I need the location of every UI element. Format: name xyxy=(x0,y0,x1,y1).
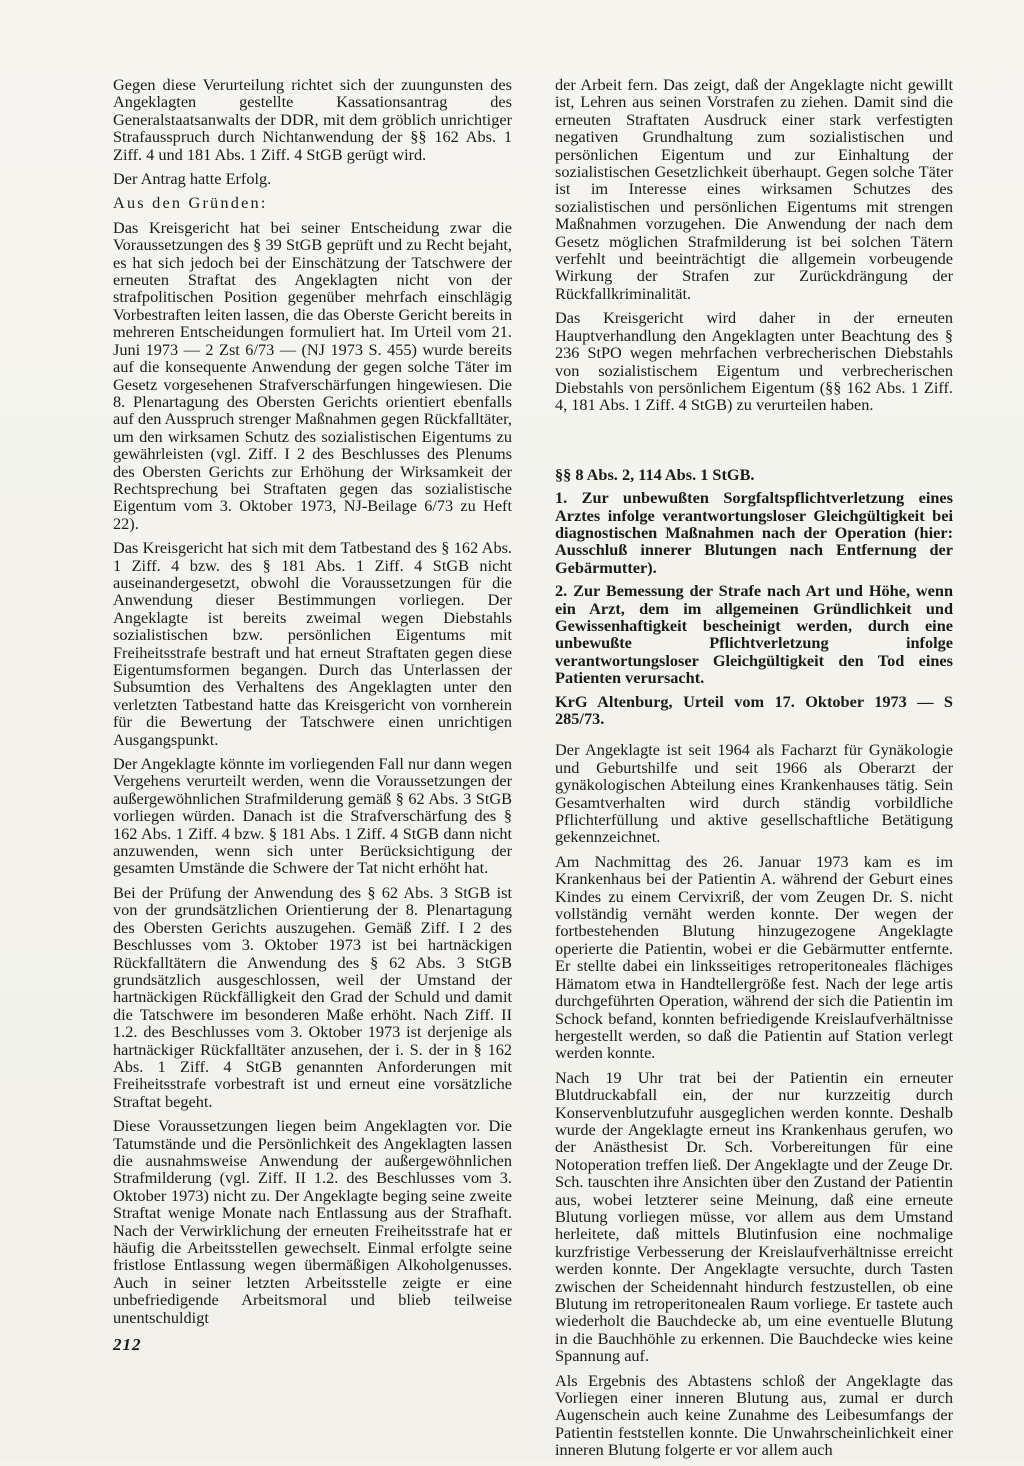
paragraph: Der Angeklagte ist seit 1964 als Facharzt für Gynäkologie und Geburtshilfe und seit 1966 als Oberarzt der gynäkologischen Abteilung eines Krankenhauses tätig. Sein Gesamtverhalten wird durch ständig vorbildliche Pflichterfüllung und aktive gesellschaftliche Betätigung gekennzeichnet. xyxy=(555,740,953,847)
headnote-2: 2. Zur Bemessung der Strafe nach Art und Höhe, wenn ein Arzt, dem im allgemeinen Gründlichkeit und Gewissenhaftigkeit bescheinigt werden, durch eine unbewußte Pflichtverletzung infolge verantwortungsloser Gleichgültigkeit den Tod eines Patienten verursacht. xyxy=(555,581,953,688)
statute-reference: §§ 8 Abs. 2, 114 Abs. 1 StGB. xyxy=(555,464,755,484)
left-column xyxy=(113,76,512,1333)
paragraph: Als Ergebnis des Abtastens schloß der Angeklagte das Vorliegen einer inneren Blutung aus, zumal er durch Augenschein auch keine Zunahme des Leibesumfangs der Patientin feststellen konnte. Die Unwahrscheinlichkeit einer inneren Blutung folgerte er vor allem auch xyxy=(555,1370,953,1460)
right-column xyxy=(555,76,953,1466)
page-number: 212 xyxy=(113,1335,142,1354)
paragraph: Der Antrag hatte Erfolg. xyxy=(113,169,272,189)
case-headnote-block xyxy=(555,466,953,728)
paragraph: Das Kreisgericht hat bei seiner Entscheidung zwar die Voraussetzungen des § 39 StGB geprüft und zu Recht bejaht, es hat sich jedoch bei der Einschätzung der Tatschwere der erneuten Straftat des Angeklagten nicht von der strafpolitischen Position gegenüber mehrfach einschlägig Vorbestraften leiten lassen, die das Oberste Gericht bereits in mehreren Entscheidungen formuliert hat. Im Urteil vom 21. Juni 1973 — 2 Zst 6/73 — (NJ 1973 S. 455) wurde bereits auf die konsequente Anwendung der gegen solche Täter im Gesetz vorgesehenen Strafverschärfungen hingewiesen. Die 8. Plenartagung des Obersten Gerichts orientiert ebenfalls auf den Ausspruch strenger Maßnahmen gegen Rückfalltäter, um den wirksamen Schutz des sozialistischen Eigentums zu gewährleisten (vgl. Ziff. I 2 des Beschlusses des Plenums des Obersten Gerichts zur Erhöhung der Wirksamkeit der Rechtsprechung bei Straftaten gegen das sozialistische Eigentum vom 3. Oktober 1973, NJ-Beilage 6/73 zu Heft 22). xyxy=(113,217,512,533)
paragraph: Bei der Prüfung der Anwendung des § 62 Abs. 3 StGB ist von der grundsätzlichen Orientierung der 8. Plenartagung des Obersten Gerichts auszugehen. Gemäß Ziff. I 2 des Beschlusses vom 3. Oktober 1973 ist bei hartnäckigen Rückfalltätern die Anwendung des § 62 Abs. 3 StGB grundsätzlich ausgeschlossen, weil der Umstand der hartnäckigen Rückfälligkeit den Grad der Schuld und damit die Tatschwere im besonderen Maße erhöht. Nach Ziff. II 1.2. des Beschlusses vom 3. Oktober 1973 ist derjenige als hartnäckiger Rückfalltäter anzusehen, der i. S. der in § 162 Abs. 1 Ziff. 4 StGB genannten Anforderungen mit Freiheitsstrafe vorbestraft ist und erneut eine vorsätzliche Straftat begeht. xyxy=(113,882,512,1111)
paragraph: Das Kreisgericht wird daher in der erneuten Hauptverhandlung den Angeklagten unter Beachtung des § 236 StPO wegen mehrfachen verbrecherischen Diebstahls von sozialistischem Eigentum und verbrecherischen Diebstahls von persönlichem Eigentum (§§ 162 Abs. 1 Ziff. 4, 181 Abs. 1 Ziff. 4 StGB) zu verurteilen haben. xyxy=(555,308,953,415)
paragraph: Der Angeklagte könnte im vorliegenden Fall nur dann wegen Vergehens verurteilt werden, wenn die Voraussetzungen der außergewöhnlichen Strafmilderung gemäß § 62 Abs. 3 StGB vorliegen würden. Danach ist die Strafverschärfung des § 162 Abs. 1 Ziff. 4 bzw. § 181 Abs. 1 Ziff. 4 StGB dann nicht anzuwenden, wenn sich unter Berücksichtigung der gesamten Umstände die Schwere der Tat nicht erhöht hat. xyxy=(113,754,512,878)
paragraph: Diese Voraussetzungen liegen beim Angeklagten vor. Die Tatumstände und die Persönlichkeit des Angeklagten lassen die ausnahmsweise Anwendung der außergewöhnlichen Strafmilderung (vgl. Ziff. II 1.2. des Beschlusses vom 3. Oktober 1973) nicht zu. Der Angeklagte beging seine zweite Straftat wenige Monate nach Entlassung aus der Strafhaft. Nach der Verwirklichung der erneuten Freiheitsstrafe hat er häufig die Arbeitsstellen gewechselt. Einmal erfolgte seine fristlose Entlassung wegen übermäßigen Alkoholgenusses. Auch in seiner letzten Arbeitsstelle zeigte er eine unbefriedigende Arbeitsmoral und blieb teilweise unentschuldigt xyxy=(113,1116,512,1327)
court-citation: KrG Altenburg, Urteil vom 17. Oktober 1973 — S 285/73. xyxy=(555,691,953,728)
paragraph: Nach 19 Uhr trat bei der Patientin ein erneuter Blutdruckabfall ein, der nur kurzzeitig durch Konservenblutzufuhr ausgeglichen werden konnte. Deshalb wurde der Angeklagte erneut ins Krankenhaus gerufen, wo der Anästhesist Dr. Sch. Vorbereitungen für eine Notoperation treffen ließ. Der Angeklagte und der Zeuge Dr. Sch. tauschten ihre Ansichten über den Zustand der Patientin aus, wobei letzterer seine Meinung, daß eine erneute Blutung vorliegen müsse, vor allem aus dem Umstand herleitete, daß mittels Blutinfusion eine nochmalige kurzfristige Verbesserung der Kreislaufverhältnisse erreicht werden konnte. Der Angeklagte versuchte, durch Tasten zwischen der Scheidennaht hindurch festzustellen, ob eine Blutung im retroperitonealen Raum vorliege. Er tastete auch wiederholt die Bauchdecke ab, um eine eventuelle Blutung in die Bauchhöhle zu erkennen. Die Bauchdecke wies keine Spannung auf. xyxy=(555,1067,953,1366)
headnote-1: 1. Zur unbewußten Sorgfaltspflichtverletzung eines Arztes infolge verantwortungsloser Gleichgültigkeit bei diagnostischen Maßnahmen nach der Operation (hier: Ausschluß innerer Blutungen nach Entfernung der Gebärmutter). xyxy=(555,488,953,577)
paragraph: Am Nachmittag des 26. Januar 1973 kam es im Krankenhaus bei der Patientin A. während der Geburt eines Kindes zu einem Cervixriß, der vom Zeugen Dr. S. nicht vollständig vernäht werden konnte. Der wegen der fortbestehenden Blutung hinzugezogene Angeklagte operierte die Patientin, wobei er die Gebärmutter entfernte. Er stellte dabei ein linksseitiges retroperitoneales flächiges Hämatom etwa in Handtellergröße fest. Nach der lege artis durchgeführten Operation, während der sich die Patientin im Schock befand, konnten befriedigende Kreislaufverhältnisse hergestellt werden, so daß die Patientin auf Station verlegt werden konnte. xyxy=(555,851,953,1063)
paragraph: der Arbeit fern. Das zeigt, daß der Angeklagte nicht gewillt ist, Lehren aus seinen Vorstrafen zu ziehen. Damit sind die erneuten Straftaten Ausdruck einer stark verfestigten negativen Grundhaltung zum sozialistischen und persönlichen Eigentum und zur Einhaltung der sozialistischen Gesetzlichkeit überhaupt. Gegen solche Täter ist im Interesse eines wirksamen Schutzes des sozialistischen und persönlichen Eigentums mit strengen Maßnahmen vorzugehen. Die Anwendung der nach dem Gesetz möglichen Strafmilderung ist bei solchen Tätern verfehlt und beeinträchtigt die allgemein vorbeugende Wirkung der Strafen zur Zurückdrängung der Rückfallkriminalität. xyxy=(555,75,953,303)
paragraph: Das Kreisgericht hat sich mit dem Tatbestand des § 162 Abs. 1 Ziff. 4 bzw. des § 181 Abs. 1 Ziff. 4 StGB nicht auseinandergesetzt, obwohl die Voraussetzungen für die Anwendung dieser Bestimmungen vorliegen. Der Angeklagte ist bereits zweimal wegen Diebstahls sozialistischen bzw. persönlichen Eigentums mit Freiheitsstrafe bestraft und hat erneut Straftaten gegen diese Eigentumsformen begangen. Durch das Unterlassen der Subsumtion des Verhaltens des Angeklagten unter den verletzten Tatbestand hatte das Kreisgericht von vornherein für die Bewertung der Tatschwere einen unrichtigen Ausgangspunkt. xyxy=(113,538,512,749)
paragraph: Gegen diese Verurteilung richtet sich der zuungunsten des Angeklagten gestellte Kassationsantrag des Generalstaatsanwalts der DDR, mit dem gröblich unrichtiger Strafausspruch durch Nichtanwendung der §§ 162 Abs. 1 Ziff. 4 und 181 Abs. 1 Ziff. 4 StGB gerügt wird. xyxy=(113,75,512,164)
section-heading: Aus den Gründen: xyxy=(113,193,268,213)
